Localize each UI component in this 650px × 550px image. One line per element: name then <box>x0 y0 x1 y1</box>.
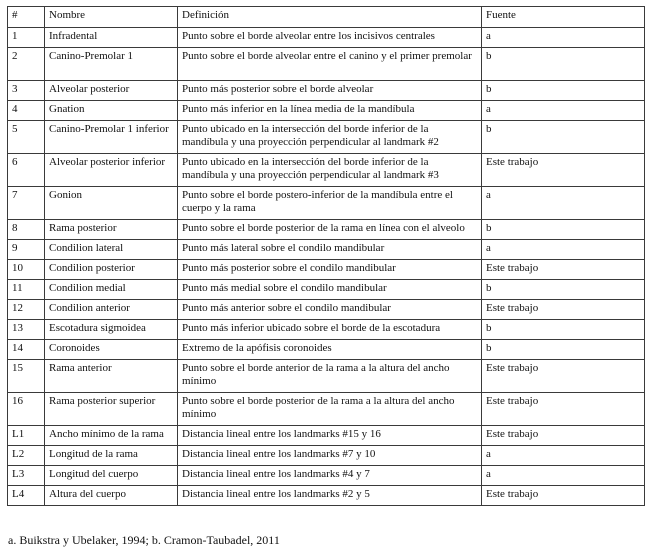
table-row <box>8 360 645 393</box>
cell-definition: Punto más anterior sobre el condilo mandibular <box>178 300 482 320</box>
cell-number: 10 <box>8 260 45 280</box>
table-row <box>8 240 645 260</box>
landmarks-table <box>7 6 645 506</box>
cell-number: 14 <box>8 340 45 360</box>
cell-number: 16 <box>8 393 45 426</box>
cell-definition: Punto sobre el borde anterior de la rama a la altura del ancho mínimo <box>178 360 482 393</box>
cell-name: Alveolar posterior inferior <box>45 154 178 187</box>
cell-source: b <box>482 81 645 101</box>
cell-source: a <box>482 240 645 260</box>
cell-definition: Punto sobre el borde posterior de la rama a la altura del ancho mínimo <box>178 393 482 426</box>
cell-definition: Punto sobre el borde postero-inferior de la mandíbula entre el cuerpo y la rama <box>178 187 482 220</box>
cell-number: L2 <box>8 446 45 466</box>
cell-definition: Punto más inferior en la línea media de la mandíbula <box>178 101 482 121</box>
cell-source: a <box>482 187 645 220</box>
header-definition: Definición <box>178 7 482 28</box>
table-footnote: a. Buikstra y Ubelaker, 1994; b. Cramon-Taubadel, 2011 <box>8 533 280 547</box>
table-row <box>8 320 645 340</box>
cell-number: 9 <box>8 240 45 260</box>
cell-number: L3 <box>8 466 45 486</box>
cell-definition: Punto más lateral sobre el condilo mandibular <box>178 240 482 260</box>
table-row <box>8 486 645 506</box>
cell-number: 7 <box>8 187 45 220</box>
table-row <box>8 48 645 81</box>
table-row <box>8 300 645 320</box>
cell-name: Rama posterior <box>45 220 178 240</box>
cell-number: L1 <box>8 426 45 446</box>
cell-name: Ancho mínimo de la rama <box>45 426 178 446</box>
cell-definition: Distancia lineal entre los landmarks #4 y 7 <box>178 466 482 486</box>
table-row <box>8 446 645 466</box>
cell-definition: Punto ubicado en la intersección del borde inferior de la mandíbula y una proyección perpendicular al landmark #3 <box>178 154 482 187</box>
cell-name: Rama posterior superior <box>45 393 178 426</box>
cell-number: 5 <box>8 121 45 154</box>
cell-definition: Distancia lineal entre los landmarks #7 y 10 <box>178 446 482 466</box>
cell-name: Longitud del cuerpo <box>45 466 178 486</box>
cell-name: Canino-Premolar 1 inferior <box>45 121 178 154</box>
cell-number: 15 <box>8 360 45 393</box>
cell-definition: Distancia lineal entre los landmarks #2 y 5 <box>178 486 482 506</box>
cell-definition: Punto sobre el borde alveolar entre el canino y el primer premolar <box>178 48 482 81</box>
cell-source: Este trabajo <box>482 426 645 446</box>
cell-definition: Punto sobre el borde posterior de la rama en línea con el alveolo <box>178 220 482 240</box>
cell-definition: Punto más medial sobre el condilo mandibular <box>178 280 482 300</box>
cell-source: Este trabajo <box>482 300 645 320</box>
table-row <box>8 280 645 300</box>
cell-source: a <box>482 28 645 48</box>
table-row <box>8 220 645 240</box>
table-row <box>8 101 645 121</box>
cell-name: Condilion lateral <box>45 240 178 260</box>
cell-definition: Punto sobre el borde alveolar entre los incisivos centrales <box>178 28 482 48</box>
cell-name: Longitud de la rama <box>45 446 178 466</box>
cell-number: L4 <box>8 486 45 506</box>
cell-name: Altura del cuerpo <box>45 486 178 506</box>
cell-number: 13 <box>8 320 45 340</box>
cell-name: Gnation <box>45 101 178 121</box>
header-source: Fuente <box>482 7 645 28</box>
cell-number: 1 <box>8 28 45 48</box>
cell-name: Infradental <box>45 28 178 48</box>
cell-source: b <box>482 48 645 81</box>
cell-name: Condilion anterior <box>45 300 178 320</box>
cell-source: Este trabajo <box>482 360 645 393</box>
cell-number: 3 <box>8 81 45 101</box>
cell-definition: Punto más posterior sobre el borde alveolar <box>178 81 482 101</box>
table-row <box>8 28 645 48</box>
cell-source: b <box>482 340 645 360</box>
cell-source: b <box>482 320 645 340</box>
cell-name: Gonion <box>45 187 178 220</box>
cell-definition: Extremo de la apófisis coronoides <box>178 340 482 360</box>
cell-name: Condilion posterior <box>45 260 178 280</box>
cell-source: Este trabajo <box>482 154 645 187</box>
cell-definition: Punto ubicado en la intersección del borde inferior de la mandíbula y una proyección perpendicular al landmark #2 <box>178 121 482 154</box>
header-name: Nombre <box>45 7 178 28</box>
cell-source: Este trabajo <box>482 486 645 506</box>
cell-name: Escotadura sigmoidea <box>45 320 178 340</box>
cell-name: Coronoides <box>45 340 178 360</box>
cell-source: b <box>482 280 645 300</box>
table-row <box>8 393 645 426</box>
table-row <box>8 260 645 280</box>
cell-definition: Punto más inferior ubicado sobre el borde de la escotadura <box>178 320 482 340</box>
cell-definition: Punto más posterior sobre el condilo mandibular <box>178 260 482 280</box>
cell-source: b <box>482 121 645 154</box>
cell-definition: Distancia lineal entre los landmarks #15 y 16 <box>178 426 482 446</box>
cell-name: Alveolar posterior <box>45 81 178 101</box>
cell-number: 2 <box>8 48 45 81</box>
cell-name: Condilion medial <box>45 280 178 300</box>
cell-source: b <box>482 220 645 240</box>
table-row <box>8 154 645 187</box>
cell-number: 8 <box>8 220 45 240</box>
cell-source: a <box>482 101 645 121</box>
cell-number: 4 <box>8 101 45 121</box>
table-row <box>8 121 645 154</box>
cell-number: 6 <box>8 154 45 187</box>
table-row <box>8 187 645 220</box>
cell-number: 11 <box>8 280 45 300</box>
cell-source: Este trabajo <box>482 260 645 280</box>
cell-name: Rama anterior <box>45 360 178 393</box>
cell-source: a <box>482 446 645 466</box>
cell-number: 12 <box>8 300 45 320</box>
table-header-row <box>8 7 645 28</box>
table-row <box>8 466 645 486</box>
table-row <box>8 340 645 360</box>
header-number: # <box>8 7 45 28</box>
table-row <box>8 426 645 446</box>
cell-source: Este trabajo <box>482 393 645 426</box>
cell-source: a <box>482 466 645 486</box>
table-row <box>8 81 645 101</box>
cell-name: Canino-Premolar 1 <box>45 48 178 81</box>
